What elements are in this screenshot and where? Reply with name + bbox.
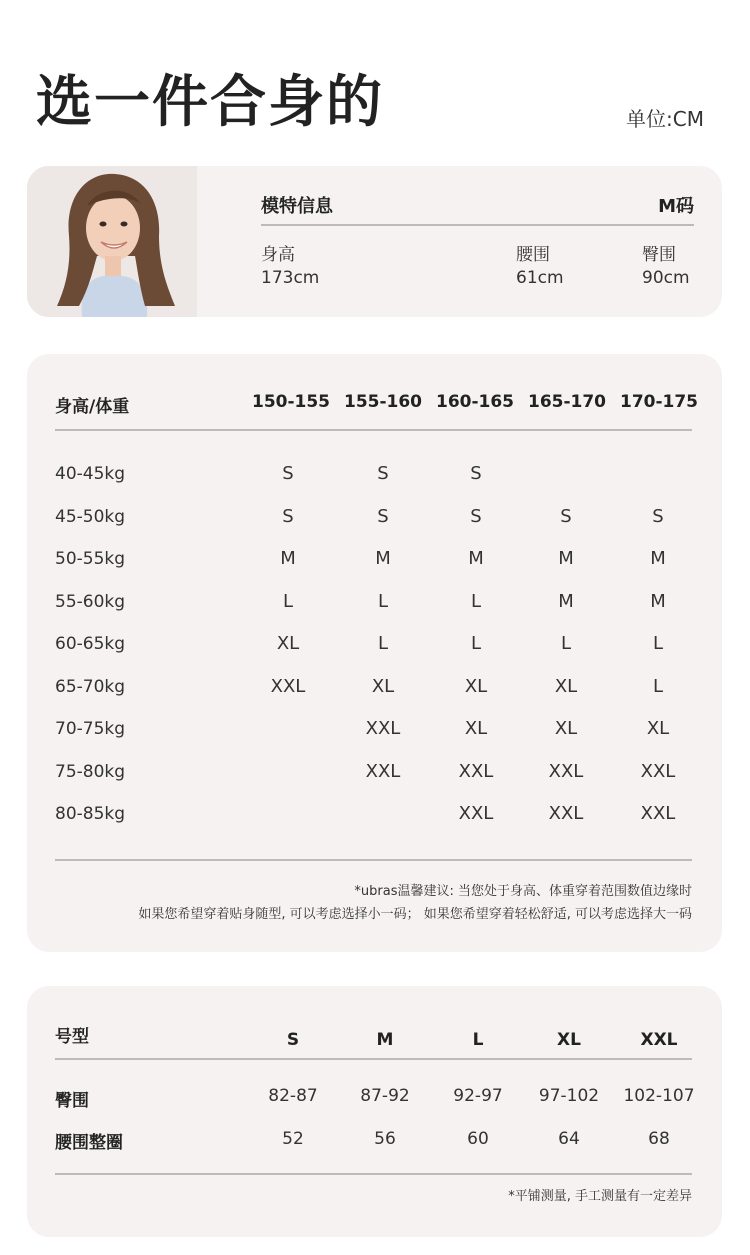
size-cell: XXL — [458, 761, 494, 782]
size-cell: M — [468, 548, 484, 569]
weight-row-label: 40-45kg — [55, 464, 126, 484]
size-cell: L — [560, 633, 572, 654]
size-recommendation-card — [27, 354, 722, 952]
size-cell: M — [558, 548, 574, 569]
size-cell: M — [558, 591, 574, 612]
measure-cell: 68 — [648, 1129, 670, 1149]
size-column-header: S — [286, 1030, 300, 1050]
weight-row-label: 75-80kg — [55, 762, 126, 782]
model-photo — [27, 166, 197, 317]
size-column-header: L — [472, 1030, 484, 1050]
measure-cell: 87-92 — [360, 1086, 410, 1106]
size-cell: L — [470, 633, 482, 654]
size-cell: XXL — [548, 761, 584, 782]
size-cell: S — [377, 506, 389, 527]
height-column-header: 170-175 — [619, 392, 699, 412]
size-cell: L — [377, 591, 389, 612]
size-cell: L — [652, 676, 664, 697]
measure-note: *平铺测量, 手工测量有一定差异 — [508, 1189, 692, 1204]
size-cell: XL — [464, 676, 488, 697]
size-cell: XL — [276, 633, 300, 654]
size-cell: M — [650, 548, 666, 569]
size-cell: M — [280, 548, 296, 569]
size-cell: S — [377, 463, 389, 484]
measure-cell: 97-102 — [538, 1086, 600, 1106]
size-cell: XXL — [548, 803, 584, 824]
model-portrait-image — [27, 166, 197, 317]
size-cell: L — [377, 633, 389, 654]
size-column-header: M — [376, 1030, 394, 1050]
model-waist-value: 61cm — [516, 268, 564, 288]
size-cell: XXL — [365, 718, 401, 739]
height-column-header: 165-170 — [527, 392, 607, 412]
size-column-header: XL — [557, 1030, 581, 1050]
measure-cell: 102-107 — [623, 1086, 695, 1106]
size-cell: XXL — [270, 676, 306, 697]
size-cell: XL — [554, 718, 578, 739]
size-cell: S — [470, 463, 482, 484]
height-column-header: 150-155 — [251, 392, 331, 412]
size-cell: XXL — [365, 761, 401, 782]
page-title: 选一件合身的 — [36, 70, 384, 135]
size-cell: M — [650, 591, 666, 612]
model-waist-label: 腰围 — [516, 245, 550, 265]
size-cell: XL — [371, 676, 395, 697]
measure-cell: 56 — [374, 1129, 396, 1149]
measure-row-label: 腰围整圈 — [55, 1133, 123, 1153]
model-size-label: M码 — [658, 196, 694, 217]
measurement-card — [27, 986, 722, 1237]
size-cell: S — [282, 463, 294, 484]
size-column-header: XXL — [640, 1030, 678, 1050]
weight-row-label: 60-65kg — [55, 634, 126, 654]
height-column-header: 160-165 — [435, 392, 515, 412]
model-height-value: 173cm — [261, 268, 320, 288]
unit-label: 单位:CM — [626, 107, 704, 131]
measure-cell: 52 — [282, 1129, 304, 1149]
model-hip-value: 90cm — [642, 268, 690, 288]
size-cell: XL — [646, 718, 670, 739]
model-info-card — [27, 166, 722, 317]
size-cell: XL — [464, 718, 488, 739]
size-cell: L — [470, 591, 482, 612]
size-cell: M — [375, 548, 391, 569]
height-column-header: 155-160 — [343, 392, 423, 412]
size-note-line-1: *ubras温馨建议: 当您处于身高、体重穿着范围数值边缘时 — [354, 884, 692, 899]
size-note-line-2: 如果您希望穿着贴身随型, 可以考虑选择小一码； 如果您希望穿着轻松舒适, 可以考虑选择大一码 — [138, 907, 692, 922]
weight-row-label: 80-85kg — [55, 804, 126, 824]
size-cell: XXL — [458, 803, 494, 824]
size-table-divider — [55, 859, 692, 861]
weight-row-label: 55-60kg — [55, 592, 126, 612]
weight-row-label: 50-55kg — [55, 549, 126, 569]
measure-table-divider — [55, 1173, 692, 1175]
measure-cell: 60 — [467, 1129, 489, 1149]
size-cell: S — [652, 506, 664, 527]
size-cell: XXL — [640, 761, 676, 782]
size-cell: S — [470, 506, 482, 527]
measure-cell: 82-87 — [268, 1086, 318, 1106]
size-cell: S — [282, 506, 294, 527]
weight-row-label: 70-75kg — [55, 719, 126, 739]
model-hip-label: 臀围 — [642, 245, 676, 265]
measure-cell: 92-97 — [453, 1086, 503, 1106]
weight-row-label: 45-50kg — [55, 507, 126, 527]
measure-row-label: 臀围 — [55, 1091, 89, 1111]
measure-cell: 64 — [558, 1129, 580, 1149]
model-header — [261, 188, 694, 226]
size-table-corner-label: 身高/体重 — [55, 397, 130, 417]
model-header-label: 模特信息 — [261, 196, 333, 217]
size-cell: S — [560, 506, 572, 527]
size-cell: XXL — [640, 803, 676, 824]
size-cell: L — [652, 633, 664, 654]
size-cell: L — [282, 591, 294, 612]
measure-table-corner-label: 号型 — [55, 1027, 89, 1047]
weight-row-label: 65-70kg — [55, 677, 126, 697]
size-cell: XL — [554, 676, 578, 697]
model-height-label: 身高 — [261, 245, 295, 265]
